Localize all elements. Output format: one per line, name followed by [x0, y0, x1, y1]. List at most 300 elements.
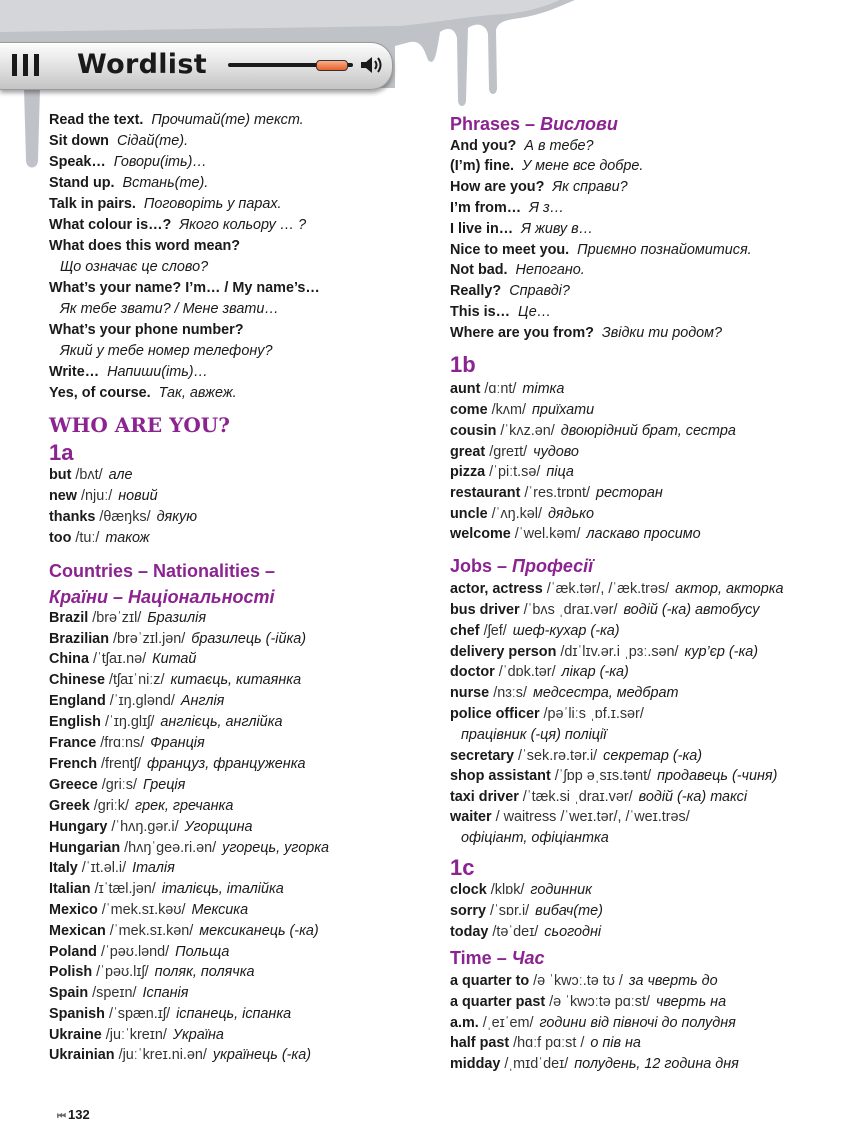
wordlist-entry — [450, 157, 643, 175]
volume-slider[interactable] — [228, 63, 353, 67]
entry-translation: водій (-ка) автобусу — [619, 602, 760, 618]
entry-word: What’s your name? I’m… / My name’s… — [49, 280, 320, 296]
heading-text: Phrases – — [450, 114, 536, 134]
entry-pronunciation: /tʃaɪˈniːz/ — [104, 672, 165, 688]
entry-word: China — [49, 651, 89, 667]
entry-translation: Звідки ти родом? — [597, 325, 723, 341]
wordlist-entry — [450, 663, 629, 681]
wordlist-entry — [450, 993, 726, 1011]
wordlist-entry — [49, 692, 224, 710]
entry-pronunciation: /tuː/ — [71, 530, 100, 546]
entry-translation: сьогодні — [540, 924, 602, 940]
entry-word: great — [450, 444, 486, 460]
entry-translation: мексиканець (-ка) — [195, 923, 319, 939]
page-number: ⏮ 132 — [57, 1107, 90, 1122]
entry-word: nurse — [450, 685, 490, 701]
entry-word: France — [49, 735, 97, 751]
wordlist-entry — [49, 839, 329, 857]
wordlist-entry — [450, 443, 579, 461]
entry-translation: італієць, італійка — [157, 881, 284, 897]
entry-word: How are you? — [450, 179, 545, 195]
entry-word: half past — [450, 1035, 510, 1051]
entry-translation: Угорщина — [180, 819, 253, 835]
entry-translation: за чверть до — [624, 973, 718, 989]
entry-word: Greek — [49, 798, 90, 814]
wordlist-entry — [450, 902, 603, 920]
entry-word: waiter — [450, 809, 492, 825]
wordlist-entry — [450, 601, 759, 619]
entry-pronunciation: /ˈwel.kəm/ — [510, 526, 581, 542]
entry-word: Speak… — [49, 154, 106, 170]
entry-translation: бразилець (-ійка) — [187, 631, 307, 647]
unit-heading — [49, 414, 230, 436]
entry-word: Brazil — [49, 610, 89, 626]
wordlist-entry — [49, 609, 206, 627]
entry-pronunciation: /griːk/ — [89, 798, 129, 814]
entry-word: This is… — [450, 304, 510, 320]
entry-translation: чудово — [529, 444, 579, 460]
entry-pronunciation: /ə ˈkwɔːtə pɑːst/ — [545, 994, 650, 1010]
entry-translation: Франція — [146, 735, 205, 751]
entry-word: bus driver — [450, 602, 520, 618]
entry-word: Talk in pairs. — [49, 196, 136, 212]
wordlist-entry — [49, 279, 320, 297]
entry-pronunciation: /ˈtʃaɪ.nə/ — [88, 651, 147, 667]
entry-word: Hungary — [49, 819, 108, 835]
heading-text: WHO ARE YOU? — [49, 413, 230, 437]
section-heading — [450, 113, 618, 135]
entry-translation: також — [101, 530, 150, 546]
entry-word: uncle — [450, 506, 488, 522]
wordlist-entry — [49, 258, 208, 276]
entry-pronunciation: /ˈtæk.si ˌdraɪ.vər/ — [518, 789, 633, 805]
entry-translation: українець (-ка) — [208, 1047, 311, 1063]
entry-word: Read the text. — [49, 112, 144, 128]
entry-word: taxi driver — [450, 789, 519, 805]
wordlist-entry — [49, 776, 185, 794]
entry-word: I’m from… — [450, 200, 522, 216]
entry-translation: актор, акторка — [671, 581, 784, 597]
entry-word: Polish — [49, 964, 93, 980]
entry-word: delivery person — [450, 644, 557, 660]
wordlist-entry — [49, 943, 229, 961]
entry-word: What does this word mean? — [49, 238, 241, 254]
entry-pronunciation: /ˈkʌz.ən/ — [496, 423, 555, 439]
entry-translation: угорець, угорка — [218, 840, 330, 856]
entry-word: Hungarian — [49, 840, 121, 856]
heading-text: 1b — [450, 352, 476, 377]
entry-translation: Англія — [176, 693, 225, 709]
entry-pronunciation: /ˈsɒr.i/ — [486, 903, 530, 919]
section-heading — [49, 586, 274, 608]
entry-word: Poland — [49, 944, 97, 960]
entry-word: Yes, of course. — [49, 385, 151, 401]
entry-translation: Якого кольору … ? — [175, 217, 307, 233]
entry-word: secretary — [450, 748, 515, 764]
wordlist-entry — [49, 859, 175, 877]
volume-slider-handle[interactable] — [316, 60, 348, 71]
entry-word: Italy — [49, 860, 78, 876]
wordlist-entry — [49, 363, 208, 381]
wordlist-entry — [450, 199, 564, 217]
entry-word: French — [49, 756, 97, 772]
entry-translation: Бразилія — [143, 610, 207, 626]
heading-translation: Професії — [507, 556, 594, 576]
entry-translation: Говори(іть)… — [109, 154, 207, 170]
entry-translation: Справді? — [505, 283, 570, 299]
entry-word: pizza — [450, 464, 486, 480]
wordlist-entry — [450, 705, 644, 723]
entry-word: come — [450, 402, 488, 418]
entry-translation: Як справи? — [548, 179, 628, 195]
lesson-heading — [450, 353, 476, 377]
entry-translation: англієць, англійка — [156, 714, 283, 730]
entry-word: shop assistant — [450, 768, 551, 784]
wordlist-entry — [49, 1046, 311, 1064]
entry-translation: іспанець, іспанка — [172, 1006, 292, 1022]
entry-translation: Встань(те). — [118, 175, 209, 191]
entry-pronunciation: /ɑːnt/ — [480, 381, 517, 397]
entry-translation: секретар (-ка) — [599, 748, 703, 764]
entry-pronunciation: /nɜːs/ — [489, 685, 527, 701]
entry-pronunciation: /ˈsek.rə.tər.i/ — [514, 748, 598, 764]
entry-word: sorry — [450, 903, 486, 919]
entry-word: restaurant — [450, 485, 521, 501]
entry-pronunciation: /ˈɪŋ.glɪʃ/ — [100, 714, 155, 730]
entry-translation: новий — [114, 488, 158, 504]
entry-translation: кур’єр (-ка) — [680, 644, 759, 660]
entry-translation: продавець (-чиня) — [653, 768, 778, 784]
entry-word: Ukraine — [49, 1027, 102, 1043]
entry-word: too — [49, 530, 72, 546]
wordlist-entry — [450, 525, 701, 543]
wordlist-entry — [450, 767, 777, 785]
wordlist-entry — [49, 734, 205, 752]
entry-pronunciation: /hɑːf pɑːst / — [509, 1035, 585, 1051]
entry-translation: Греція — [139, 777, 186, 793]
wordlist-entry — [49, 321, 244, 339]
wordlist-entry — [49, 529, 150, 547]
entry-word: Not bad. — [450, 262, 508, 278]
entry-word: Write… — [49, 364, 100, 380]
wordlist-entry — [49, 901, 248, 919]
entry-word: Greece — [49, 777, 98, 793]
entry-translation: офіціант, офіціантка — [461, 830, 609, 846]
entry-pronunciation: /ʃef/ — [479, 623, 507, 639]
entry-pronunciation: /ɪˈtæl.jən/ — [90, 881, 156, 897]
entry-translation: Сідай(те). — [112, 133, 189, 149]
wordlist-entry — [450, 923, 601, 941]
wordlist-entry — [49, 132, 188, 150]
wordlist-entry — [49, 922, 319, 940]
entry-translation: години від півночі до полудня — [535, 1015, 736, 1031]
entry-word: today — [450, 924, 489, 940]
entry-pronunciation: /ˌmɪdˈdeɪ/ — [500, 1056, 569, 1072]
entry-pronunciation: /brəˈzɪl.jən/ — [108, 631, 186, 647]
entry-translation: грек, гречанка — [131, 798, 234, 814]
entry-pronunciation: /juːˈkreɪ.ni.ən/ — [114, 1047, 207, 1063]
entry-word: welcome — [450, 526, 511, 542]
wordlist-entry — [49, 466, 133, 484]
wordlist-entry — [450, 881, 592, 899]
lesson-heading — [450, 856, 474, 880]
entry-translation: Непогано. — [511, 262, 585, 278]
entry-translation: Це… — [513, 304, 552, 320]
entry-pronunciation: /ˈʌŋ.kəl/ — [487, 506, 542, 522]
speaker-icon[interactable] — [360, 55, 384, 75]
entry-word: What’s your phone number? — [49, 322, 244, 338]
entry-word: Mexico — [49, 902, 98, 918]
entry-translation: двоюрідний брат, сестра — [556, 423, 736, 439]
entry-translation: Польща — [171, 944, 230, 960]
lesson-heading — [49, 441, 73, 465]
entry-pronunciation: /griːs/ — [97, 777, 137, 793]
entry-pronunciation: /klɒk/ — [486, 882, 525, 898]
entry-pronunciation: /ˈæk.tər/, /ˈæk.trəs/ — [542, 581, 670, 597]
wordlist-entry — [450, 808, 690, 826]
entry-word: England — [49, 693, 106, 709]
wordlist-entry — [450, 422, 736, 440]
wordlist-entry — [450, 137, 594, 155]
entry-translation: вибач(те) — [531, 903, 603, 919]
entry-translation: ласкаво просимо — [582, 526, 701, 542]
wordlist-entry — [49, 153, 207, 171]
wordlist-entry — [450, 178, 628, 196]
entry-pronunciation: /ˈpəʊ.lənd/ — [96, 944, 170, 960]
entry-pronunciation: /ˈhʌŋ.gər.i/ — [107, 819, 179, 835]
entry-pronunciation: /kʌm/ — [487, 402, 526, 418]
entry-pronunciation: /brəˈzɪl/ — [88, 610, 142, 626]
entry-translation: дякую — [152, 509, 198, 525]
wordlist-entry — [450, 580, 784, 598]
wordlist-entry — [49, 300, 279, 318]
entry-translation: працівник (-ця) поліції — [461, 727, 607, 743]
entry-pronunciation: /ˈdɒk.tər/ — [494, 664, 556, 680]
section-heading — [49, 560, 275, 582]
entry-translation: медсестра, медбрат — [529, 685, 679, 701]
entry-pronunciation: /ˈʃɒp əˌsɪs.tənt/ — [550, 768, 652, 784]
entry-translation: о пів на — [586, 1035, 641, 1051]
entry-pronunciation: /θæŋks/ — [95, 509, 151, 525]
entry-word: Italian — [49, 881, 91, 897]
heading-text: Time – — [450, 948, 507, 968]
wordlist-entry — [450, 380, 564, 398]
entry-pronunciation: /ə ˈkwɔː.tə tʊ / — [529, 973, 623, 989]
entry-word: new — [49, 488, 77, 504]
heading-text: Countries – Nationalities – — [49, 561, 276, 581]
heading-text: 1a — [49, 440, 74, 465]
entry-word: Really? — [450, 283, 502, 299]
wordlist-entry — [450, 261, 585, 279]
entry-translation: полудень, 12 година дня — [570, 1056, 739, 1072]
entry-pronunciation: /ˈmek.sɪ.kən/ — [105, 923, 194, 939]
entry-word: And you? — [450, 138, 517, 154]
wordlist-entry — [49, 755, 306, 773]
entry-translation: Я живу в… — [517, 221, 594, 237]
entry-translation: Україна — [168, 1027, 224, 1043]
entry-pronunciation: /ˌeɪˈem/ — [478, 1015, 534, 1031]
entry-translation: приїхати — [527, 402, 595, 418]
heading-translation: Вислови — [535, 114, 618, 134]
entry-pronunciation: /njuː/ — [77, 488, 113, 504]
entry-pronunciation: /bʌt/ — [71, 467, 103, 483]
entry-pronunciation: /greɪt/ — [485, 444, 528, 460]
entry-word: aunt — [450, 381, 481, 397]
entry-pronunciation: /pəˈliːs ˌɒf.ɪ.sər/ — [539, 706, 644, 722]
wordlist-entry — [450, 220, 593, 238]
wordlist-entry — [49, 342, 272, 360]
entry-translation: Прочитай(те) текст. — [147, 112, 304, 128]
wordlist-header-bar — [0, 42, 393, 90]
wordlist-entry — [49, 384, 237, 402]
wordlist-entry — [49, 1026, 224, 1044]
entry-word: Sit down — [49, 133, 109, 149]
entry-translation: тітка — [518, 381, 565, 397]
wordlist-entry — [450, 484, 663, 502]
wordlist-entry — [450, 1034, 641, 1052]
wordlist-entry — [49, 880, 284, 898]
entry-word: midday — [450, 1056, 501, 1072]
wordlist-entry — [49, 963, 255, 981]
entry-word: Brazilian — [49, 631, 109, 647]
entry-translation: лікар (-ка) — [557, 664, 629, 680]
entry-translation: Я з… — [525, 200, 565, 216]
wordlist-entry — [49, 111, 304, 129]
wordlist-entry — [450, 282, 570, 300]
wordlist-entry — [450, 622, 620, 640]
entry-word: thanks — [49, 509, 96, 525]
entry-pronunciation: /ˈɪt.əl.i/ — [77, 860, 127, 876]
entry-pronunciation: /frɑːns/ — [96, 735, 145, 751]
entry-word: cousin — [450, 423, 497, 439]
entry-translation: Поговоріть у парах. — [139, 196, 282, 212]
wordlist-entry — [49, 487, 158, 505]
wordlist-entry — [49, 818, 253, 836]
entry-translation: Приємно познайомитися. — [573, 242, 752, 258]
wordlist-entry — [450, 643, 758, 661]
entry-word: clock — [450, 882, 487, 898]
entry-pronunciation: /ˈɪŋ.glənd/ — [105, 693, 175, 709]
entry-word: a quarter to — [450, 973, 530, 989]
entry-word: English — [49, 714, 101, 730]
entry-pronunciation: /frentʃ/ — [96, 756, 141, 772]
wordlist-entry — [450, 684, 678, 702]
entry-word: Spain — [49, 985, 89, 1001]
entry-translation: але — [104, 467, 133, 483]
entry-word: (I’m) fine. — [450, 158, 514, 174]
entry-translation: Італія — [128, 860, 175, 876]
wordlist-entry — [49, 1005, 291, 1023]
entry-word: doctor — [450, 664, 495, 680]
entry-word: chef — [450, 623, 480, 639]
entry-pronunciation: /dɪˈlɪv.ər.i ˌpɜː.sən/ — [556, 644, 679, 660]
wordlist-entry — [450, 241, 752, 259]
wordlist-entry — [49, 630, 306, 648]
wordlist-entry — [49, 216, 306, 234]
wordlist-entry — [450, 401, 594, 419]
entry-translation: ресторан — [591, 485, 663, 501]
wordlist-entry — [450, 1014, 736, 1032]
wordlist-entry — [450, 1055, 739, 1073]
entry-translation: У мене все добре. — [517, 158, 644, 174]
entry-translation: чверть на — [651, 994, 727, 1010]
entry-word: Chinese — [49, 672, 105, 688]
wordlist-entry — [450, 829, 609, 847]
entry-word: but — [49, 467, 72, 483]
entry-translation: француз, француженка — [142, 756, 306, 772]
wordlist-entry — [450, 324, 722, 342]
entry-word: police officer — [450, 706, 540, 722]
entry-pronunciation: /speɪn/ — [88, 985, 137, 1001]
entry-translation: поляк, полячка — [150, 964, 255, 980]
entry-translation: Що означає це слово? — [60, 259, 209, 275]
entry-translation: А в тебе? — [520, 138, 594, 154]
section-heading — [450, 947, 544, 969]
wordlist-entry — [49, 237, 240, 255]
section-heading — [450, 555, 593, 577]
entry-translation: Китай — [148, 651, 197, 667]
entry-pronunciation: /ˈbʌs ˌdraɪ.vər/ — [519, 602, 618, 618]
entry-pronunciation: / waitress /ˈweɪ.tər/, /ˈweɪ.trəs/ — [491, 809, 690, 825]
entry-translation: Який у тебе номер телефону? — [60, 343, 273, 359]
entry-word: What colour is…? — [49, 217, 172, 233]
wordlist-entry — [450, 303, 551, 321]
entry-translation: китаєць, китаянка — [166, 672, 302, 688]
heading-text: Jobs – — [450, 556, 508, 576]
entry-pronunciation: /ˈpəʊ.lɪʃ/ — [92, 964, 149, 980]
entry-translation: годинник — [526, 882, 592, 898]
entry-word: a quarter past — [450, 994, 546, 1010]
entry-word: actor, actress — [450, 581, 543, 597]
wordlist-entry — [49, 713, 283, 731]
wordlist-entry — [450, 972, 718, 990]
entry-translation: Так, авжеж. — [154, 385, 237, 401]
wordlist-entry — [450, 747, 702, 765]
entry-translation: шеф-кухар (-ка) — [508, 623, 620, 639]
entry-pronunciation: /ˈspæn.ɪʃ/ — [104, 1006, 171, 1022]
wordlist-entry — [450, 463, 574, 481]
entry-translation: піца — [542, 464, 574, 480]
wordlist-entry — [49, 650, 196, 668]
rewind-icon: ⏮ — [57, 1111, 66, 1122]
heading-translation: Країни – Національності — [49, 587, 275, 607]
entry-pronunciation: /hʌŋˈgeə.ri.ən/ — [120, 840, 217, 856]
entry-word: Mexican — [49, 923, 106, 939]
entry-translation: Мексика — [187, 902, 249, 918]
entry-word: Where are you from? — [450, 325, 594, 341]
entry-pronunciation: /juːˈkreɪn/ — [101, 1027, 167, 1043]
entry-word: I live in… — [450, 221, 514, 237]
heading-text: 1c — [450, 855, 475, 880]
wordlist-entry — [450, 505, 594, 523]
wordlist-entry — [49, 984, 188, 1002]
entry-translation: водій (-ка) таксі — [634, 789, 748, 805]
entry-word: Ukrainian — [49, 1047, 115, 1063]
entry-word: Stand up. — [49, 175, 115, 191]
entry-pronunciation: /ˈpiːt.sə/ — [485, 464, 541, 480]
entry-pronunciation: /təˈdeɪ/ — [488, 924, 539, 940]
entry-word: Spanish — [49, 1006, 105, 1022]
wordlist-entry — [49, 195, 282, 213]
entry-word: a.m. — [450, 1015, 479, 1031]
wordlist-entry — [49, 508, 197, 526]
entry-translation: Іспанія — [138, 985, 189, 1001]
entry-pronunciation: /ˈres.trɒnt/ — [520, 485, 590, 501]
wordlist-entry — [49, 797, 233, 815]
page-title: Wordlist — [77, 49, 207, 80]
entry-translation: Напиши(іть)… — [103, 364, 208, 380]
wordlist-entry — [49, 671, 301, 689]
